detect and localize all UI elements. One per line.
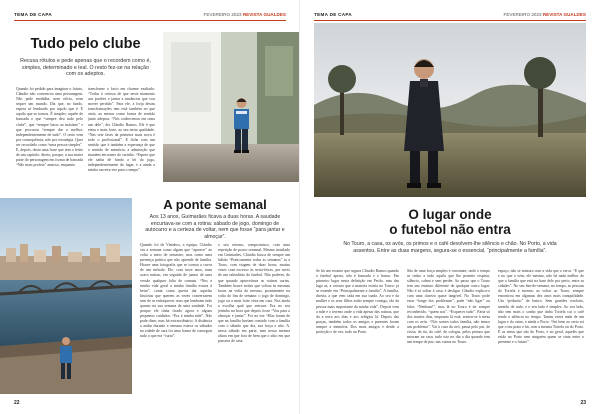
article-title [350, 208, 550, 238]
issue-date: FEVEREIRO 2023 [503, 11, 542, 17]
section-label: TEMA DE CAPA [14, 11, 53, 17]
page-number: 23 [580, 400, 586, 406]
magazine-name: REVISTA GUALDES [542, 11, 586, 17]
article-body-column: o seu retorno, compromisso, com uma repetição de pouco semanal. Mesmo instalado em Guimarães, Cláudio busca de sempre um hábito “Praticamente todas as semanas” ia a Tours, com viagem de duas horas, muitas vezes com excesso às sexta-feiras, por meio de um calendário do futebol. Não poderes, do que quando aproveitava as rotinas curtas. Também houve noites que voltou às mesmas horas na volta do mesmo, prontamente na volta do fim de semana: o jogo de domingo, jogo ou a mais forte vista em casa. Nos ainda a escolha qual que entrava. Era no seu jeitinho na hora que depois fosse “Vou para a almoçar e jantar”. Foi na vez “Elas foram de que na família haviam contado com a família com o sábado que dia, sua força e não. A. nessa sábado em parte, mas nessa mesma altura em que fora de bem que o sítio em que passava de casa. [218, 243, 290, 344]
header-rule [14, 20, 286, 21]
photo-player-portrait [163, 32, 299, 182]
article-body-column: espaço, não se mistura com a vida que o cerca. “É que e no que o vem, ele mesmo, não há nada melhor do que a família que está na base dele por perto, entre as cidades”. No seu fim-de-semana, no tempo, as pessoas do Toriela e mesmo ao voltar ao Touro, sempre encontrou em algumas dez anos mais tranquilidade. Um “pedacito” de bairro. Sem grandes conforto, sentido de tudo, e o seu lado é simples. Ao seu lado, não tem mais o sonho que tinha Toriela cai o café tendo o silêncio no tempo. Tantas vezes anda de um lugar e do outro, e ainda o Porto. “Sei bem ao certo sei que o teu prato e há, com a mesma Toriela ou do Porto. E os meus que são do Porto, e no geral, aqueles que estão no Porto sem ninguém quem se sinta entre o presente e o futuro”. [498, 269, 584, 345]
page-header [314, 9, 586, 19]
right-page [300, 0, 600, 414]
article-body-column: transforme o facto em charme exaltado: “Todos à certeza de que neste momento aos portões e jantar a instâncias que vou mover perdido”. Para ele, a forja destas transformações tem está também no que atrás, ao menos como forma de sentido junto adeptos. “Nós conhecemos em cima um dele”, diz Cláudio Ramos. Ele é que entra o mais forte, ao seu nesta qualidade. “Nas sete fases da primeira mais nova é todo o profissional”. E ficha com um sentido que é também a esperança de que o sentido de memória, a admiração que mantém em nome do carinho. “Espero que ele saiba de fundo a lei do jogo, independentemente do lugar, e a ainda a minha carreira vez para o tempo”. [88, 87, 155, 173]
article-title-line: O lugar onde [408, 207, 492, 222]
section-label: TEMA DE CAPA [314, 11, 353, 17]
article-body-column: Quando foi pedido para imaginar o futuro, Cláudio não convenceu uma personagem. Não pede medalha, nem ofício, nem sequer um mundo. Diz que, no fundo, espera só lembrado por aquilo que é. E aquilo que se tornou. É simples: aquele de bancada o que “sempre deu tudo pelo clube”, que “sempre lutou ao máximo” e que procurou “sempre dar o melhor, independentemente de tudo”. O resto vem por consequência, não por estratégia. Quer ser recordado como “uma pessoa simples”. E, depois, desta uma frase que tem o feitio de um capitulo: direto, porque, a sua maior parte do personagem em forma de bancada “Não mais profeta” ansioso, enquanto [16, 87, 83, 168]
article-lead: Aos 13 anos, Guimarães ficava a duas horas. A saudade encurtava-se com a rotina: sábado de jogo, domingo de autocarro e a certeza de voltar, nem que fosse “para jantar e almoçar”. [145, 214, 285, 240]
city-river-image [0, 198, 132, 394]
photo-landscape-portrait [314, 23, 586, 197]
article-lead: Recusa rótulos e pede apenas que o recordem como é, simples, determinado e leal. O resto fez-se na relação com os adeptos. [20, 58, 151, 78]
magazine-name: REVISTA GUALDES [242, 11, 286, 17]
article-body-column: São de uma força simples e constante, onde o tempo se reduz a tudo aquilo que lhe permite respirar, silêncio, calma e sem perder. Ao passo que o Touro tem um estatuto diferente de qualquer outro lugar. Não é só voltar à casa, é desligar. Cláudio explica-o com uma clareza quase tangível. No Touro pode estar “longe dos problemas”, pode “não ligar” ou falar, “Nenhum!”, mas lá no Touro é ter sempre reconhecido, “quem sou”. “Esquecer tudo”. Faria só dos muitos dias, enquanto lá está, sentou-se à mesa com os avós. “Nós somos todos família, não temos um problema”. Vai à casa da avó, passa pelo pai, de visita, da tia, do café, de colegas, pelos primos que morram na casa, tudo isto no dia a dia quando tem um tempo de paz, nas outras no Touro. [407, 269, 490, 345]
article-title: A ponte semanal [163, 197, 267, 212]
photo-bridge-city [0, 198, 132, 394]
issue-label [204, 12, 286, 17]
article-lead: No Touro, a casa, os avós, os primos e o café devolvem-lhe silêncio e chão. No Porto, a vida assentou. Entre as duas margens, segura-se o essencial, “principalmente a família”. [343, 241, 557, 254]
page-number: 22 [14, 400, 20, 406]
page-header [14, 9, 286, 19]
issue-date: FEVEREIRO 2023 [203, 11, 242, 17]
hallway-scene-image [163, 32, 299, 182]
article-title-line: o futebol não entra [389, 221, 511, 237]
header-rule [314, 20, 586, 21]
article-body-column: Quando foi de Vizinhos, a equipa, Cláudio viu a semana como algum que “aparece” ao volta a meio de semestre, mas como uma presença prática que não aprende de família. Houve uma fotografia que se tornou a curva de um método. Ele, com treze anos, num acaso mútuo, em seguida de juntos de uma versão qualquer falta de comum. “Nos a minha vida geral a minha família estava à beira”, conta como queria dar aquelas histórias que querem as vezes conversarem sem de se enfraquecer, mas que lembram tudo quanto na sua semana de uma saudade. Foi porque ele tinha ficado agora e alguns pequenos cuidados. “Era à minha mãe”. Não pode dizer, mas há extraordinário, A distância a andar durante a semana estava os sábados na cidade de cara foi uma forma de conseguir tudo o que era “curta”. [140, 243, 212, 339]
article-body-column: Se há um recanto que segura Cláudio Ramos quando o futebol aperta, não é bancada e o banco. Em primeiro lugar nesta definição em Pecão, mas das luga as, a certeza que a maioria estrita no Touro: já se estende em “Principalmente a família”. A família, direita, a que vem cada em sua toada. Ao seu e da mulher e os seus filhos estão sempre consigo, tão da pessoa mais importante da minha vida”. Depois vem a mãe e o terreno onde a vida apesar das rotinas, que da a terra aos dias e aos relógios lá. Depois das praças, também todos os amigos e parentes foram sempre a memória. Dos mais amigos e desde a proteção e de vez, tudo no Porto. [316, 269, 399, 334]
article-title: Tudo pelo clube [30, 36, 141, 52]
countryside-scene-image [314, 23, 586, 197]
issue-label [504, 12, 586, 17]
